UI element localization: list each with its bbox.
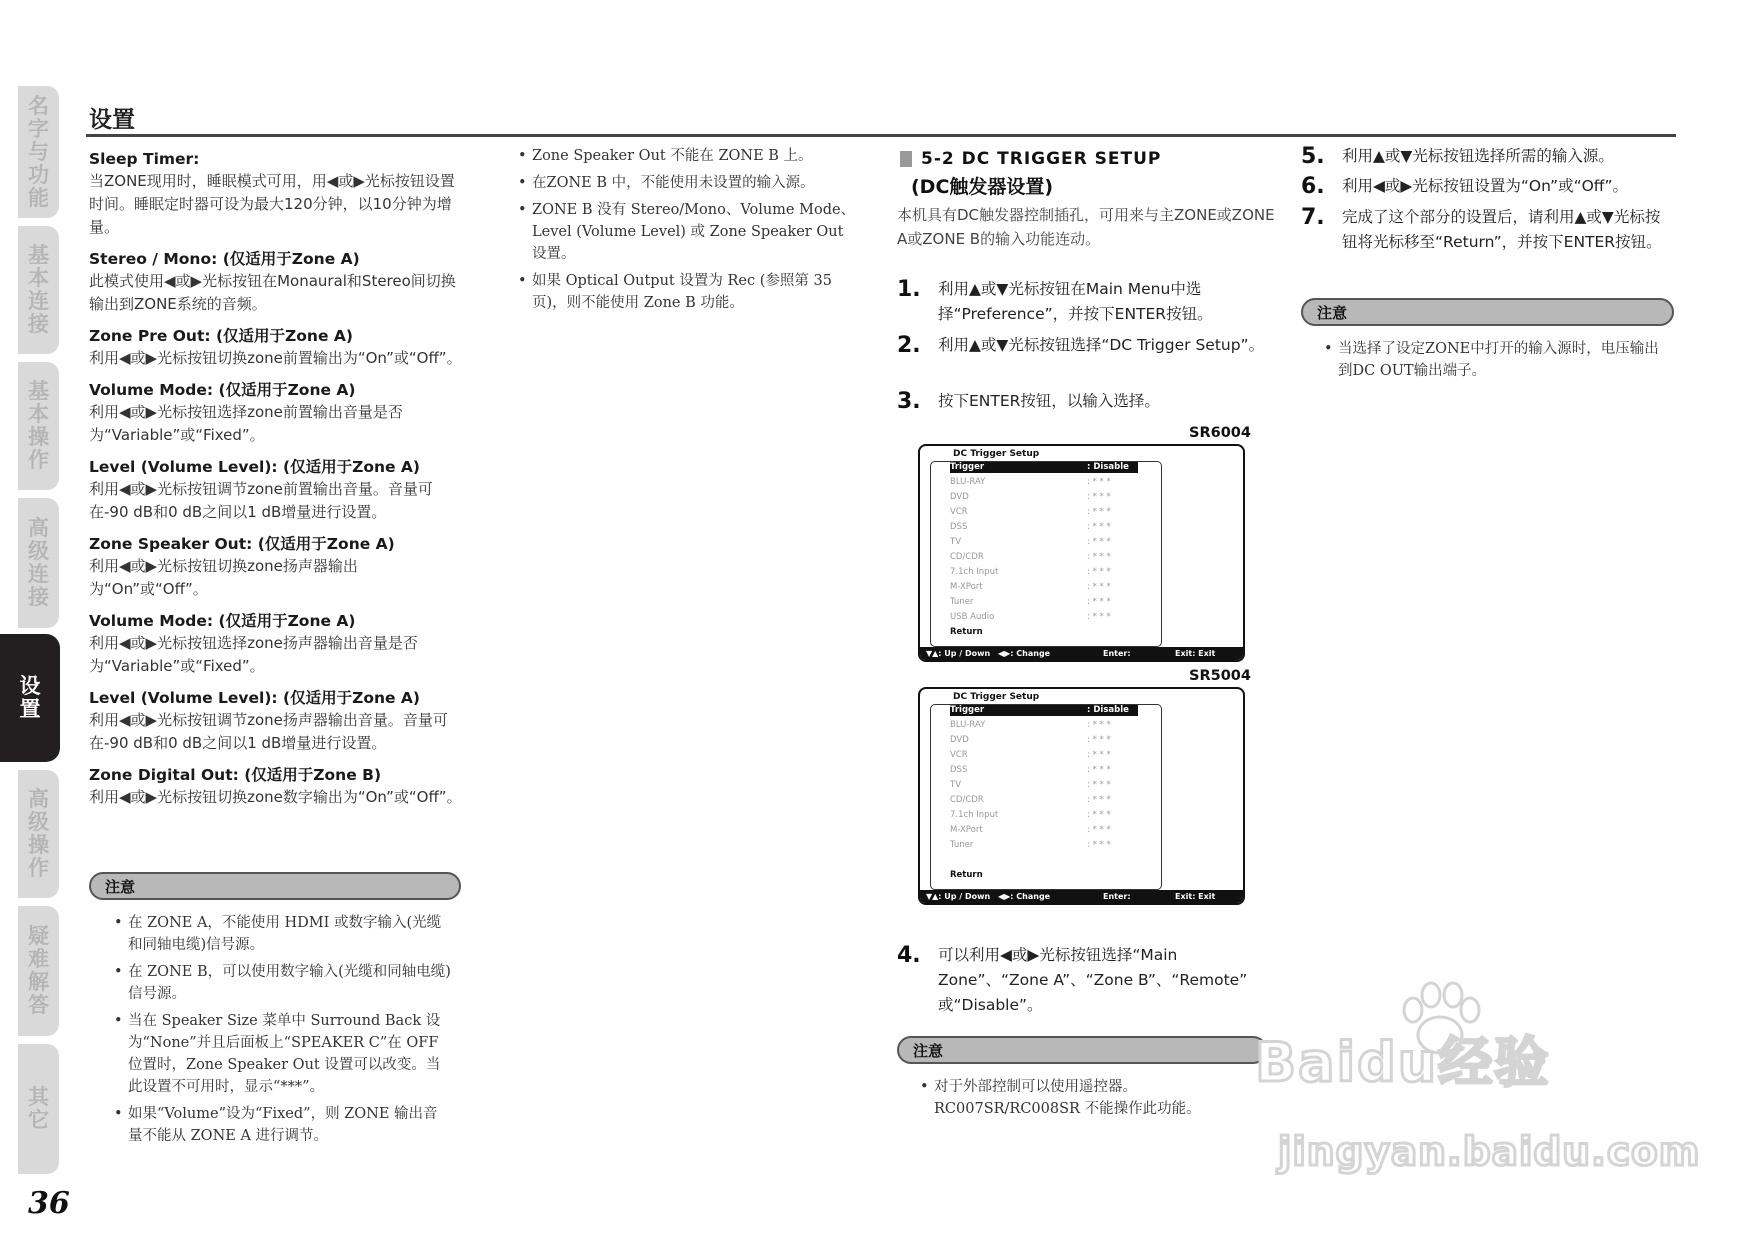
osd-row-label: Trigger [950,462,985,472]
osd-row-value: : * * * [1087,552,1111,562]
osd-footer-change: ◀▶: Change [998,892,1051,901]
setting-head: Level (Volume Level): (仅适用于Zone A) [89,458,420,476]
osd-row[interactable] [950,735,1138,746]
step-item [1301,205,1673,255]
notes-list-continued [518,145,860,319]
step-item [897,277,1269,327]
osd-row[interactable] [950,462,1138,473]
setting-item [89,533,465,601]
side-tab-others[interactable] [18,1044,59,1174]
osd-footer-exit: Exit: Exit [1175,892,1216,901]
step-text: 可以利用◀或▶光标按钮选择“Main Zone”、“Zone A”、“Zone B”、“Remote” 或“Disable”。 [938,946,1248,1014]
osd-row[interactable] [950,780,1138,791]
side-tab-label: 疑 难 解 答 [28,924,49,1017]
setting-item [89,379,465,447]
section-title: 5-2 DC TRIGGER SETUP [921,149,1162,169]
osd-row[interactable] [950,765,1138,776]
note-item: • 在 ZONE B，可以使用数字输入(光缆和同轴电缆)信号源。 [114,961,452,1005]
step-number: 7. [1301,205,1325,230]
setting-desc: 当ZONE现用时，睡眠模式可用，用◀或▶光标按钮设置时间。睡眠定时器可设为最大120分钟，以10分钟为增量。 [89,172,455,236]
watermark [1255,1000,1655,1150]
setting-desc: 利用◀或▶光标按钮调节zone前置输出音量。音量可在-90 dB和0 dB之间以1 dB增量进行设置。 [89,480,433,521]
osd-row[interactable] [950,705,1138,716]
step-number: 1. [897,277,921,302]
setting-item [89,610,465,678]
side-tab-basic-operation[interactable] [18,362,59,490]
title-rule [86,134,1676,137]
note-bar [1301,298,1674,326]
step-text: 利用▲或▼光标按钮选择“DC Trigger Setup”。 [938,336,1265,354]
note-item: • Zone Speaker Out 不能在 ZONE B 上。 [518,145,860,167]
step-number: 5. [1301,144,1325,169]
osd-row-label: BLU-RAY [950,720,986,730]
osd-row-label: Tuner [950,840,974,850]
model-label: SR6004 [1189,425,1251,441]
step-text: 利用▲或▼光标按钮在Main Menu中选择“Preference”，并按下ENTER按钮。 [938,280,1213,323]
osd-row-label: DVD [950,735,969,745]
osd-row[interactable] [950,567,1138,578]
osd-row-value: : * * * [1087,735,1111,745]
note-item: • ZONE B 没有 Stereo/Mono、Volume Mode、Level (Volume Level) 或 Zone Speaker Out 设置。 [518,199,860,265]
step-number: 4. [897,943,921,968]
notes-list [920,1076,1250,1125]
osd-row-value: : * * * [1087,582,1111,592]
step-number: 3. [897,389,921,414]
osd-row[interactable] [950,477,1138,488]
osd-row[interactable] [950,597,1138,608]
watermark-url: jingyan.baidu.com [1278,1130,1701,1175]
step-number: 2. [897,333,921,358]
side-tab-names[interactable] [18,86,59,218]
osd-row-label: Trigger [950,705,985,715]
osd-row-value: : * * * [1087,780,1111,790]
osd-row-label: VCR [950,750,968,760]
setting-head: Volume Mode: (仅适用于Zone A) [89,381,356,399]
note-item: • 如果 Optical Output 设置为 Rec (参照第 35 页)，则不能使用 Zone B 功能。 [518,270,860,314]
setting-head: Zone Digital Out: (仅适用于Zone B) [89,766,382,784]
setting-item [89,456,465,524]
osd-row-label: 7.1ch Input [950,810,999,820]
osd-row-value: : * * * [1087,750,1111,760]
note-item: • 当选择了设定ZONE中打开的输入源时，电压输出到DC OUT输出端子。 [1324,338,1664,382]
osd-screen [918,444,1245,662]
setting-desc: 利用◀或▶光标按钮切换zone数字输出为“On”或“Off”。 [89,788,462,806]
osd-row-label: DSS [950,765,968,775]
osd-row[interactable] [950,522,1138,533]
settings-list [89,148,465,818]
setting-desc: 利用◀或▶光标按钮切换zone扬声器输出为“On”或“Off”。 [89,557,358,598]
osd-row-value: : Disable [1087,705,1129,715]
step-text: 按下ENTER按钮，以输入选择。 [938,392,1160,410]
setting-desc: 利用◀或▶光标按钮选择zone前置输出音量是否为“Variable”或“Fixed”。 [89,403,403,444]
osd-row[interactable] [950,612,1138,623]
step-text: 利用▲或▼光标按钮选择所需的输入源。 [1342,147,1614,165]
model-label: SR5004 [1189,668,1251,684]
osd-footer [920,890,1243,903]
osd-row[interactable] [950,582,1138,593]
osd-row-label: Tuner [950,597,974,607]
osd-screen [918,687,1245,905]
osd-footer [920,647,1243,660]
note-bar [897,1036,1267,1064]
osd-row-value: : * * * [1087,810,1111,820]
osd-title: DC Trigger Setup [953,449,1040,459]
osd-row[interactable] [950,507,1138,518]
note-bar [89,872,461,900]
osd-row-value: : * * * [1087,765,1111,775]
osd-row-return[interactable] [950,627,1138,638]
step-text: 完成了这个部分的设置后，请利用▲或▼光标按钮将光标移至“Return”，并按下ENTER按钮。 [1342,208,1662,251]
osd-row-label: BLU-RAY [950,477,986,487]
osd-row-label: M-XPort [950,825,983,835]
watermark-brand: Baidu经验 [1255,1031,1551,1094]
section-subtitle: (DC触发器设置) [911,176,1054,198]
osd-row-value: : * * * [1087,477,1111,487]
osd-row-label: DVD [950,492,969,502]
osd-row[interactable] [950,795,1138,806]
setting-head: Zone Pre Out: (仅适用于Zone A) [89,327,353,345]
note-label: 注意 [1317,303,1348,322]
setting-desc: 利用◀或▶光标按钮调节zone扬声器输出音量。音量可在-90 dB和0 dB之间以1 dB增量进行设置。 [89,711,448,752]
step-number: 6. [1301,174,1325,199]
osd-row[interactable] [950,810,1138,821]
osd-row-value: : * * * [1087,840,1111,850]
side-tab-advanced-connection[interactable] [18,498,59,628]
osd-row-return[interactable] [950,870,1138,881]
page-number: 36 [28,1186,70,1221]
paw-icon [1395,980,1485,1060]
osd-row[interactable] [950,825,1138,836]
side-tab-label: 其 它 [28,1085,49,1132]
osd-row-value: : * * * [1087,825,1111,835]
setting-desc: 利用◀或▶光标按钮切换zone前置输出为“On”或“Off”。 [89,349,462,367]
setting-item [89,764,465,809]
osd-row-label: TV [950,780,962,790]
osd-row-value: : * * * [1087,492,1111,502]
note-item: • 如果“Volume”设为“Fixed”，则 ZONE 输出音量不能从 ZONE A 进行调节。 [114,1103,452,1147]
side-tab-basic-connection[interactable] [18,226,59,354]
page-title: 设置 [89,107,135,133]
side-tab-label: 设 置 [19,674,41,721]
note-item: • 在ZONE B 中，不能使用未设置的输入源。 [518,172,860,194]
osd-row[interactable] [950,720,1138,731]
step-item [897,943,1269,1018]
side-tab-label: 高 级 操 作 [28,787,49,880]
osd-row-value: : * * * [1087,522,1111,532]
side-tab-troubleshooting[interactable] [18,906,59,1036]
osd-row-value: : * * * [1087,795,1111,805]
osd-row-label: 7.1ch Input [950,567,999,577]
osd-row-label: TV [950,537,962,547]
osd-title: DC Trigger Setup [953,692,1040,702]
osd-row-label: CD/CDR [950,552,984,562]
osd-row-label: CD/CDR [950,795,984,805]
step-item [1301,174,1673,200]
step-item [897,389,1269,415]
osd-row[interactable] [950,750,1138,761]
side-tab-advanced-operation[interactable] [18,770,59,898]
setting-head: Level (Volume Level): (仅适用于Zone A) [89,689,420,707]
side-tab-label: 基 本 操 作 [28,379,49,472]
osd-row-label: M-XPort [950,582,983,592]
setting-item [89,687,465,755]
step-text: 利用◀或▶光标按钮设置为“On”或“Off”。 [1342,177,1629,195]
osd-row[interactable] [950,537,1138,548]
osd-row[interactable] [950,552,1138,563]
setting-head: Sleep Timer: [89,150,200,168]
osd-footer-nav: ▼▲: Up / Down [926,892,991,901]
osd-footer-nav: ▼▲: Up / Down [926,649,991,658]
osd-footer-exit: Exit: Exit [1175,649,1216,658]
setting-head: Stereo / Mono: (仅适用于Zone A) [89,250,360,268]
osd-footer-enter: Enter: [1103,649,1131,658]
side-tab-setup[interactable] [0,634,60,762]
osd-row-value: : * * * [1087,612,1111,622]
note-item: • 对于外部控制可以使用遥控器。RC007SR/RC008SR 不能操作此功能。 [920,1076,1250,1120]
setting-item [89,148,465,239]
side-tab-label: 高 级 连 接 [28,516,49,609]
osd-row-label: DSS [950,522,968,532]
section-intro: 本机具有DC触发器控制插孔，可用来与主ZONE或ZONE A或ZONE B的输入功能连动。 [897,206,1275,248]
notes-list [114,912,452,1152]
note-label: 注意 [913,1041,944,1060]
side-tab-label: 名 字 与 功 能 [28,93,49,210]
osd-row-label: Return [950,870,983,880]
osd-footer-change: ◀▶: Change [998,649,1051,658]
osd-row-value: : Disable [1087,462,1129,472]
osd-row-label: VCR [950,507,968,517]
osd-row-label: Return [950,627,983,637]
osd-row-value: : * * * [1087,567,1111,577]
note-item: • 在 ZONE A，不能使用 HDMI 或数字输入(光缆和同轴电缆)信号源。 [114,912,452,956]
osd-row[interactable] [950,840,1138,851]
note-label: 注意 [105,877,136,896]
setting-desc: 利用◀或▶光标按钮选择zone扬声器输出音量是否为“Variable”或“Fixed”。 [89,634,418,675]
osd-row-value: : * * * [1087,507,1111,517]
section-marker [900,151,912,167]
osd-footer-enter: Enter: [1103,892,1131,901]
setting-desc: 此模式使用◀或▶光标按钮在Monaural和Stereo间切换输出到ZONE系统的音频。 [89,272,456,313]
osd-row-label: USB Audio [950,612,995,622]
step-item [897,333,1269,359]
setting-item [89,248,465,316]
step-item [1301,144,1673,170]
notes-list [1324,338,1664,387]
side-tab-label: 基 本 连 接 [28,243,49,336]
osd-row-value: : * * * [1087,720,1111,730]
setting-head: Volume Mode: (仅适用于Zone A) [89,612,356,630]
osd-row[interactable] [950,492,1138,503]
setting-item [89,325,465,370]
note-item: • 当在 Speaker Size 菜单中 Surround Back 设为“None”并且后面板上“SPEAKER C”在 OFF 位置时，Zone Speaker Out 设置可以改变。当此设置不可用时，显示“***”。 [114,1010,452,1098]
setting-head: Zone Speaker Out: (仅适用于Zone A) [89,535,395,553]
osd-row-value: : * * * [1087,597,1111,607]
osd-row-value: : * * * [1087,537,1111,547]
